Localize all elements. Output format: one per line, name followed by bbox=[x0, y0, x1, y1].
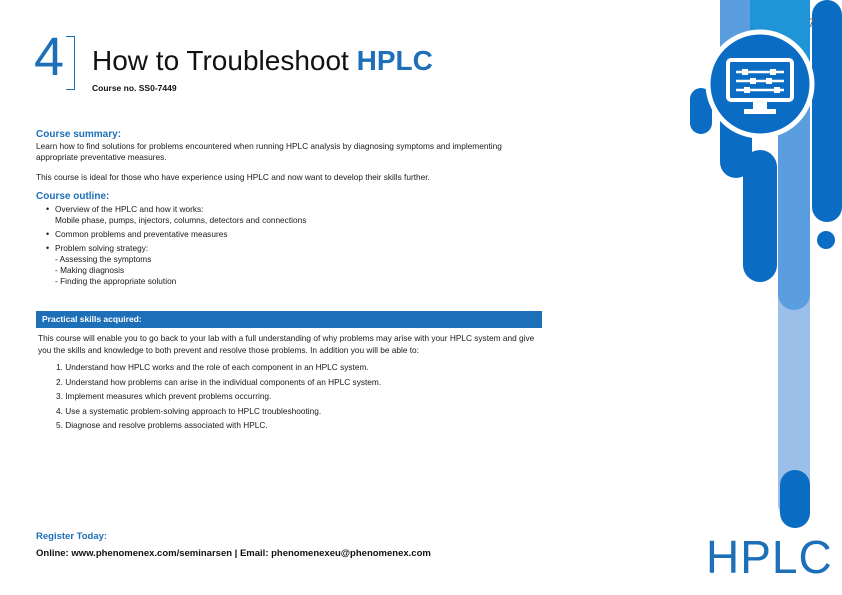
outline-item bbox=[46, 204, 546, 226]
skills-item: 4. Use a systematic problem-solving approach to HPLC troubleshooting. bbox=[56, 405, 322, 416]
hplc-brand-wordmark: HPLC bbox=[706, 531, 833, 583]
title-highlight: HPLC bbox=[356, 45, 433, 76]
page-title bbox=[92, 44, 433, 78]
summary-text: Learn how to find solutions for problems encountered when running HPLC analysis by diagnosing symptoms and implementing appropriate preventative measures. bbox=[36, 141, 502, 162]
skills-item: 1. Understand how HPLC works and the role of each component in an HPLC system. bbox=[56, 362, 369, 372]
stripe-bottom-dark bbox=[780, 470, 810, 528]
skills-item: 2. Understand how problems can arise in the individual components of an HPLC system. bbox=[56, 376, 382, 387]
course-number: Course no. SS0-7449 bbox=[92, 83, 177, 93]
outline-item-line: • Problem solving strategy: bbox=[55, 243, 149, 253]
summary-heading: Course summary: bbox=[36, 129, 122, 140]
skills-item: 5. Diagnose and resolve problems associated with HPLC. bbox=[56, 420, 268, 430]
skills-item: 3. Implement measures which prevent problems occurring. bbox=[56, 391, 272, 401]
page-number: 7 bbox=[808, 16, 815, 30]
section-bracket bbox=[66, 36, 75, 90]
section-number: 4 bbox=[34, 27, 63, 87]
outline-item bbox=[46, 229, 546, 240]
outline-list bbox=[46, 204, 546, 290]
register-contact: Online: www.phenomenex.com/seminarsen | Email: phenomenexeu@phenomenex.com bbox=[36, 548, 431, 559]
title-prefix: How to Troubleshoot bbox=[92, 45, 357, 76]
register-heading: Register Today: bbox=[36, 531, 108, 542]
outline-subitem: - Finding the appropriate solution bbox=[55, 276, 177, 286]
outline-item bbox=[46, 243, 546, 287]
stripe-dark-tall bbox=[812, 0, 842, 222]
dot-small bbox=[817, 231, 835, 249]
monitor-hplc-icon bbox=[720, 54, 800, 124]
skills-intro: This course will enable you to go back to your lab with a full understanding of why problems may arise with your HPLC system and give you the skills and knowledge to both prevent and resolve those problems. In addition you will be able to: bbox=[38, 333, 535, 355]
skills-list bbox=[56, 360, 381, 433]
stripe-dark-lower bbox=[743, 150, 777, 282]
outline-item-line: • Overview of the HPLC and how it works: bbox=[55, 204, 204, 214]
ideal-text: This course is ideal for those who have experience using HPLC and now want to develop their skills further. bbox=[36, 172, 430, 182]
outline-subitem: - Making diagnosis bbox=[55, 265, 125, 275]
outline-item-line: • Common problems and preventative measures bbox=[55, 229, 228, 239]
skills-label: Practical skills acquired: bbox=[42, 314, 142, 324]
outline-subitem: - Assessing the symptoms bbox=[55, 254, 152, 264]
outline-heading: Course outline: bbox=[36, 191, 110, 202]
outline-item-detail: Mobile phase, pumps, injectors, columns, detectors and connections bbox=[55, 215, 307, 225]
